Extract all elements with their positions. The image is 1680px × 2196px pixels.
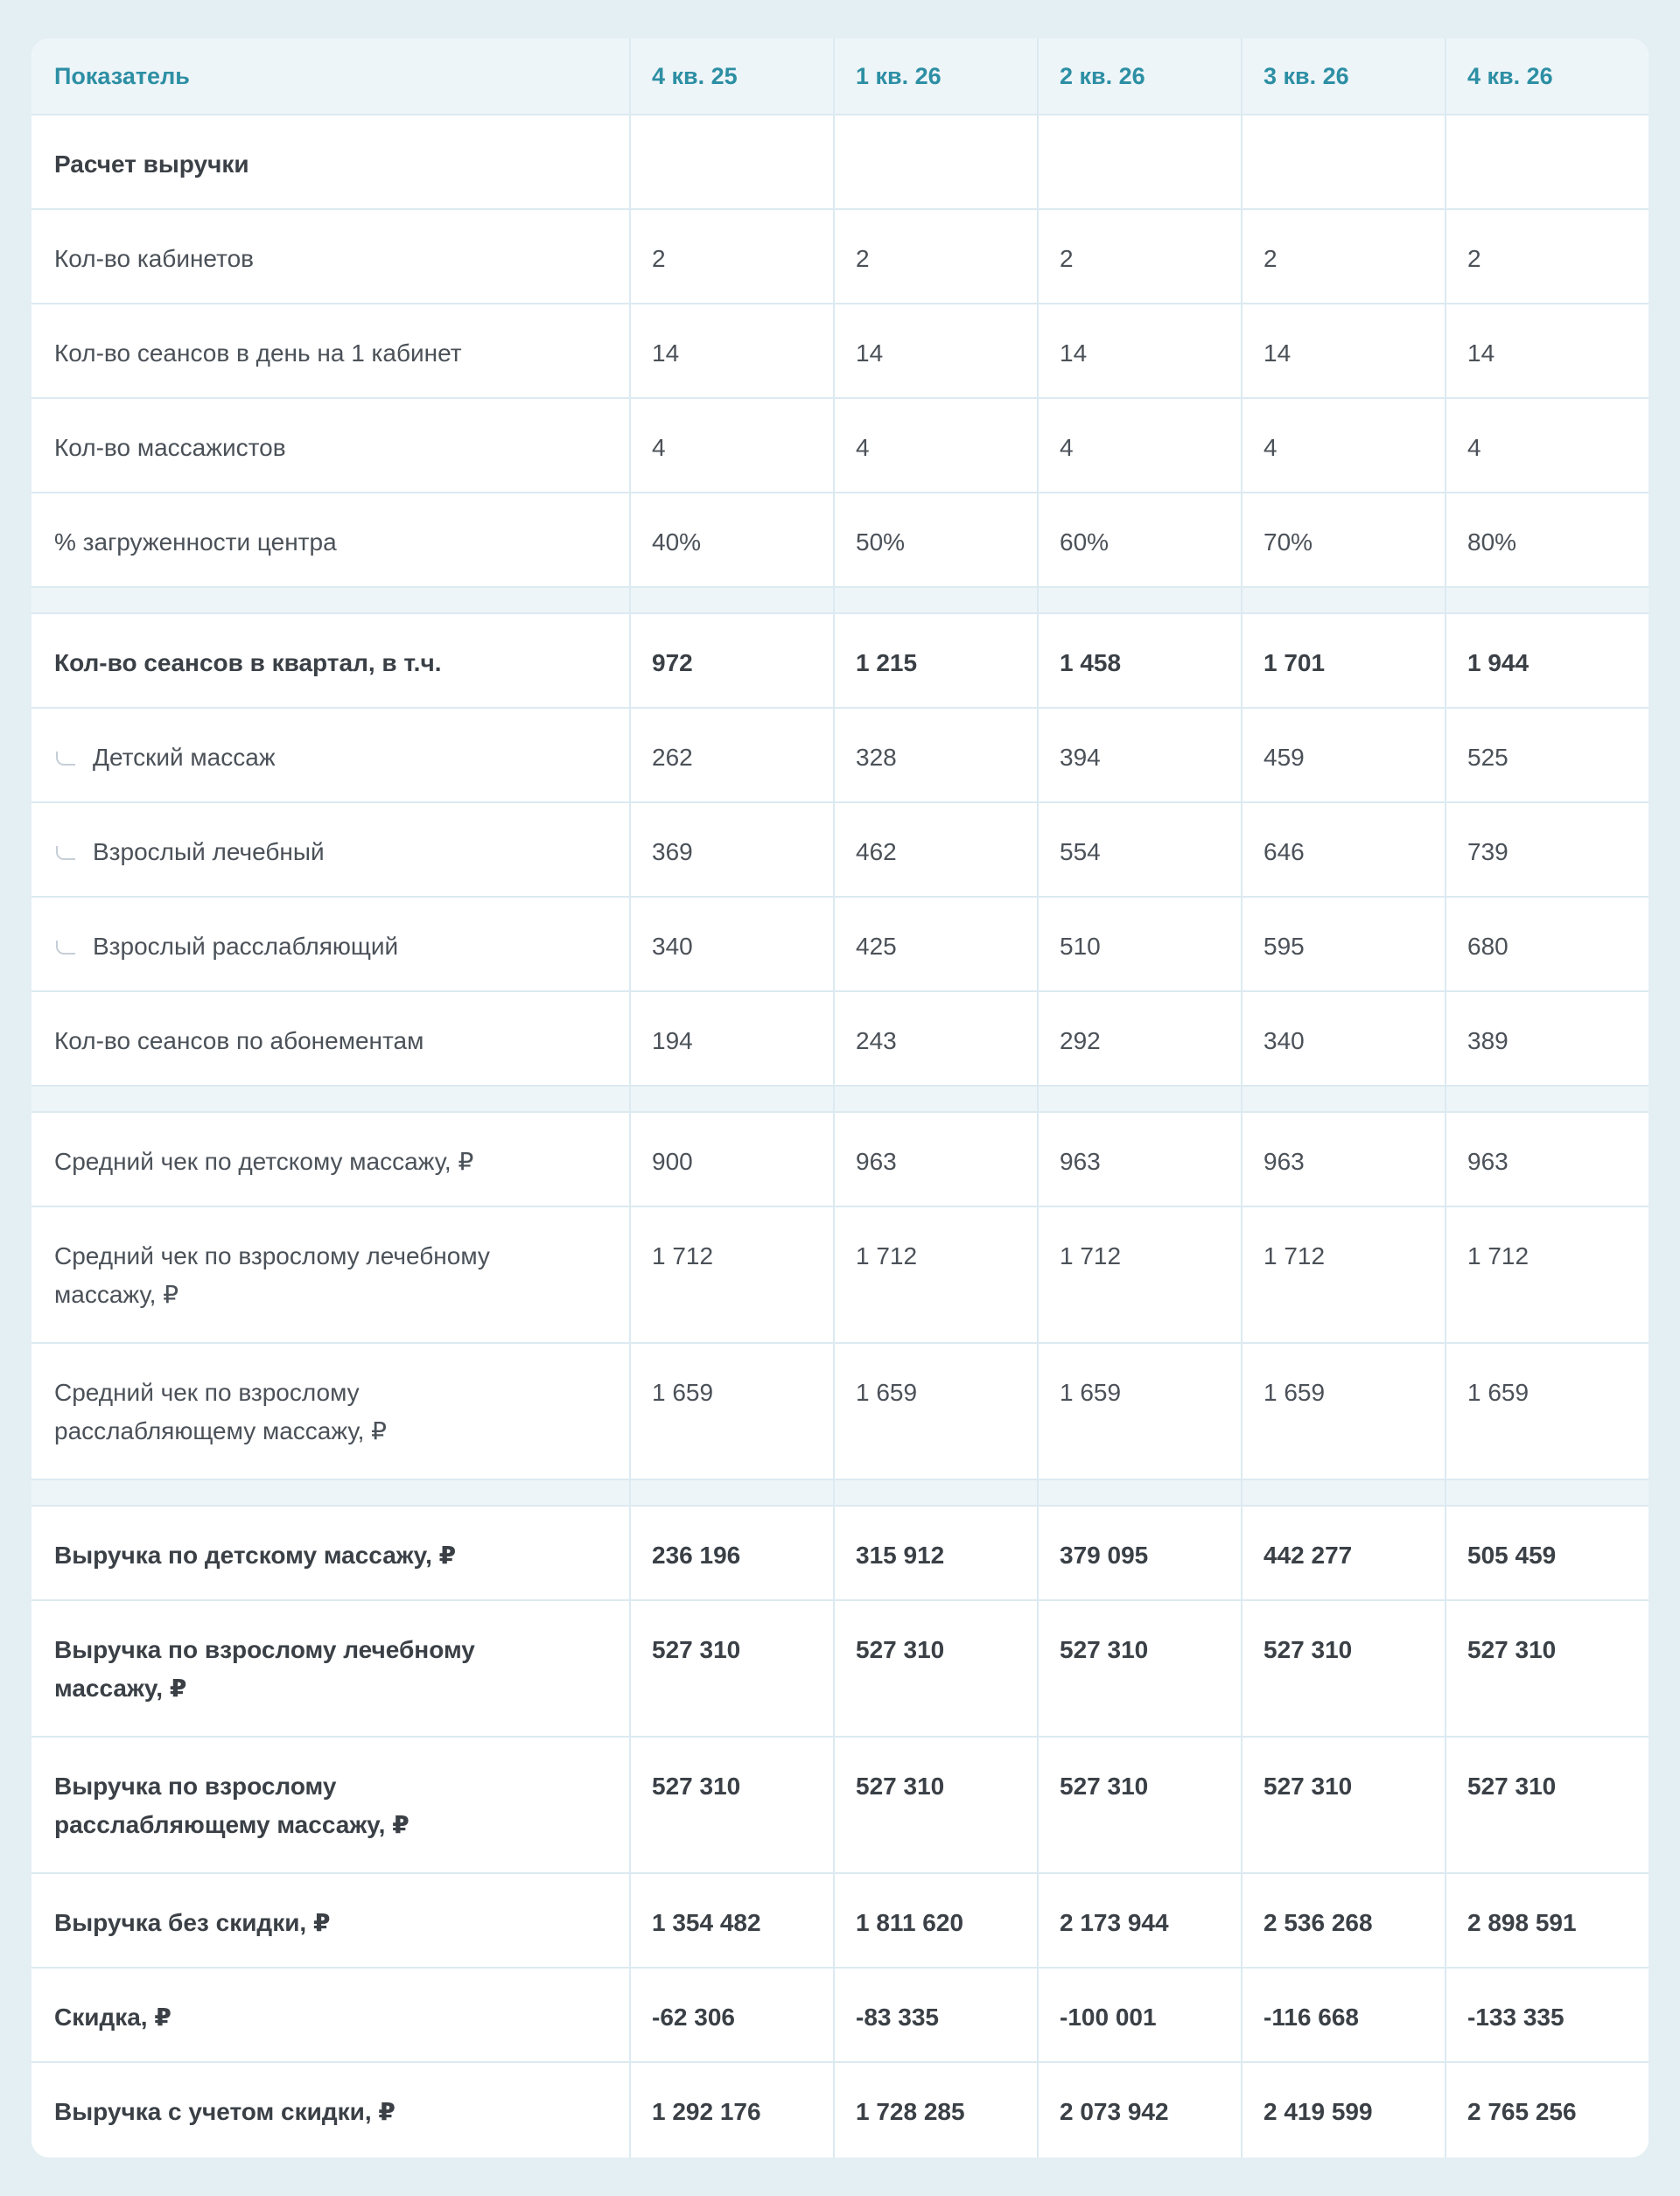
table-row bbox=[32, 1874, 1648, 1969]
row-label bbox=[32, 304, 629, 399]
value-cell: 315 912 bbox=[833, 1507, 1037, 1601]
row-label bbox=[32, 1113, 629, 1207]
spacer-cell bbox=[1445, 1087, 1648, 1113]
row-label-text: Взрослый расслабляющий bbox=[93, 933, 399, 960]
spacer-cell bbox=[32, 588, 629, 614]
spacer-cell bbox=[629, 1480, 833, 1507]
value-cell: 680 bbox=[1445, 898, 1648, 992]
value-cell: 80% bbox=[1445, 493, 1648, 588]
tree-corner-icon bbox=[56, 941, 75, 955]
value-cell: 527 310 bbox=[1241, 1601, 1445, 1738]
spacer-cell bbox=[1445, 1480, 1648, 1507]
table-row bbox=[32, 709, 1648, 803]
row-label-text: % загруженности центра bbox=[54, 528, 337, 556]
value-cell: 2 765 256 bbox=[1445, 2063, 1648, 2158]
value-cell: 900 bbox=[629, 1113, 833, 1207]
row-label-text: Выручка по взрослому лечебному массажу, ₽ bbox=[54, 1636, 475, 1702]
row-label-text: Кол-во массажистов bbox=[54, 434, 286, 461]
value-cell: 14 bbox=[1037, 304, 1241, 399]
value-cell: 4 bbox=[1445, 399, 1648, 493]
spacer-cell bbox=[833, 588, 1037, 614]
value-cell: 527 310 bbox=[1037, 1601, 1241, 1738]
value-cell: 1 458 bbox=[1037, 614, 1241, 709]
table-row bbox=[32, 898, 1648, 992]
row-label bbox=[32, 1738, 629, 1874]
row-label-text: Выручка с учетом скидки, ₽ bbox=[54, 2098, 396, 2125]
row-label bbox=[32, 2063, 629, 2158]
spacer-cell bbox=[1037, 1087, 1241, 1113]
row-label bbox=[32, 803, 629, 898]
value-cell: 292 bbox=[1037, 992, 1241, 1087]
spacer-cell bbox=[1445, 588, 1648, 614]
value-cell: 2 bbox=[1241, 210, 1445, 304]
value-cell: 527 310 bbox=[629, 1738, 833, 1874]
value-cell: 972 bbox=[629, 614, 833, 709]
value-cell: 50% bbox=[833, 493, 1037, 588]
column-header-metric-label: Показатель bbox=[54, 62, 190, 89]
row-label bbox=[32, 399, 629, 493]
row-label bbox=[32, 1874, 629, 1969]
table-row bbox=[32, 1207, 1648, 1344]
value-cell: 527 310 bbox=[1445, 1738, 1648, 1874]
spacer-cell bbox=[1037, 588, 1241, 614]
value-cell: 1 354 482 bbox=[629, 1874, 833, 1969]
value-cell: 527 310 bbox=[833, 1601, 1037, 1738]
value-cell: 1 659 bbox=[1037, 1344, 1241, 1480]
value-cell: 442 277 bbox=[1241, 1507, 1445, 1601]
row-label-text: Средний чек по взрослому расслабляющему массажу, ₽ bbox=[54, 1379, 387, 1444]
value-cell: 525 bbox=[1445, 709, 1648, 803]
value-cell: 739 bbox=[1445, 803, 1648, 898]
value-cell: 1 712 bbox=[1445, 1207, 1648, 1344]
table-row bbox=[32, 1344, 1648, 1480]
row-label bbox=[32, 898, 629, 992]
row-label bbox=[32, 1601, 629, 1738]
value-cell: 236 196 bbox=[629, 1507, 833, 1601]
value-cell: 2 bbox=[629, 210, 833, 304]
value-cell: 527 310 bbox=[1445, 1601, 1648, 1738]
table-row bbox=[32, 803, 1648, 898]
value-cell: 60% bbox=[1037, 493, 1241, 588]
value-cell: 328 bbox=[833, 709, 1037, 803]
value-cell: -83 335 bbox=[833, 1969, 1037, 2063]
value-cell: 2 419 599 bbox=[1241, 2063, 1445, 2158]
value-cell: 4 bbox=[1037, 399, 1241, 493]
value-cell: 527 310 bbox=[1241, 1738, 1445, 1874]
table-row bbox=[32, 399, 1648, 493]
value-cell: 1 659 bbox=[629, 1344, 833, 1480]
spacer-cell bbox=[1241, 1480, 1445, 1507]
value-cell: 1 659 bbox=[1241, 1344, 1445, 1480]
row-label bbox=[32, 1344, 629, 1480]
column-header-q1-26: 1 кв. 26 bbox=[833, 38, 1037, 115]
value-cell: 14 bbox=[1241, 304, 1445, 399]
column-header-q2-26: 2 кв. 26 bbox=[1037, 38, 1241, 115]
value-cell: 1 701 bbox=[1241, 614, 1445, 709]
spacer-row bbox=[32, 1087, 1648, 1113]
value-cell: 369 bbox=[629, 803, 833, 898]
value-cell: 4 bbox=[1241, 399, 1445, 493]
row-label-text: Скидка, ₽ bbox=[54, 2004, 172, 2031]
table-row bbox=[32, 2063, 1648, 2158]
value-cell: 554 bbox=[1037, 803, 1241, 898]
row-label bbox=[32, 1969, 629, 2063]
value-cell: 1 659 bbox=[833, 1344, 1037, 1480]
spacer-cell bbox=[32, 1087, 629, 1113]
row-label bbox=[32, 1507, 629, 1601]
column-header-q4-26: 4 кв. 26 bbox=[1445, 38, 1648, 115]
value-cell: -62 306 bbox=[629, 1969, 833, 2063]
value-cell: 2 bbox=[1445, 210, 1648, 304]
table-row bbox=[32, 1601, 1648, 1738]
column-header-metric bbox=[32, 38, 629, 115]
row-label-text: Кол-во сеансов в квартал, в т.ч. bbox=[54, 649, 442, 676]
table-row bbox=[32, 992, 1648, 1087]
value-cell: 340 bbox=[1241, 992, 1445, 1087]
value-cell: 527 310 bbox=[1037, 1738, 1241, 1874]
value-cell: 1 712 bbox=[1241, 1207, 1445, 1344]
spacer-cell bbox=[1241, 588, 1445, 614]
row-label bbox=[32, 1207, 629, 1344]
spacer-cell bbox=[629, 1087, 833, 1113]
row-label bbox=[32, 115, 629, 210]
value-cell: 70% bbox=[1241, 493, 1445, 588]
value-cell: -116 668 bbox=[1241, 1969, 1445, 2063]
tree-corner-icon bbox=[56, 752, 75, 766]
table-row bbox=[32, 493, 1648, 588]
value-cell: 2 bbox=[1037, 210, 1241, 304]
value-cell: 595 bbox=[1241, 898, 1445, 992]
table-body bbox=[32, 115, 1648, 2158]
row-label-text: Расчет выручки bbox=[54, 150, 249, 178]
spacer-row bbox=[32, 588, 1648, 614]
table-card bbox=[32, 38, 1648, 2158]
value-cell: 2 898 591 bbox=[1445, 1874, 1648, 1969]
value-cell: 14 bbox=[833, 304, 1037, 399]
value-cell: 2 536 268 bbox=[1241, 1874, 1445, 1969]
value-cell: 462 bbox=[833, 803, 1037, 898]
spacer-cell bbox=[833, 1480, 1037, 1507]
value-cell: 963 bbox=[1445, 1113, 1648, 1207]
value-cell: 4 bbox=[833, 399, 1037, 493]
value-cell: -100 001 bbox=[1037, 1969, 1241, 2063]
value-cell: 1 659 bbox=[1445, 1344, 1648, 1480]
table-row bbox=[32, 1969, 1648, 2063]
value-cell: 459 bbox=[1241, 709, 1445, 803]
value-cell: 2 073 942 bbox=[1037, 2063, 1241, 2158]
value-cell: 379 095 bbox=[1037, 1507, 1241, 1601]
value-cell: 963 bbox=[1241, 1113, 1445, 1207]
value-cell: 2 bbox=[833, 210, 1037, 304]
row-label-text: Средний чек по взрослому лечебному массажу, ₽ bbox=[54, 1242, 490, 1308]
value-cell: 505 459 bbox=[1445, 1507, 1648, 1601]
table-row bbox=[32, 1113, 1648, 1207]
row-label bbox=[32, 493, 629, 588]
metrics-table bbox=[32, 38, 1648, 2158]
value-cell: 1 728 285 bbox=[833, 2063, 1037, 2158]
row-label bbox=[32, 992, 629, 1087]
value-cell: 646 bbox=[1241, 803, 1445, 898]
value-cell: -133 335 bbox=[1445, 1969, 1648, 2063]
value-cell: 262 bbox=[629, 709, 833, 803]
value-cell bbox=[1037, 115, 1241, 210]
spacer-cell bbox=[833, 1087, 1037, 1113]
header-row bbox=[32, 38, 1648, 115]
spacer-row bbox=[32, 1480, 1648, 1507]
value-cell: 14 bbox=[1445, 304, 1648, 399]
row-label bbox=[32, 614, 629, 709]
value-cell: 40% bbox=[629, 493, 833, 588]
value-cell: 510 bbox=[1037, 898, 1241, 992]
value-cell: 1 712 bbox=[1037, 1207, 1241, 1344]
value-cell bbox=[1445, 115, 1648, 210]
value-cell: 340 bbox=[629, 898, 833, 992]
spacer-cell bbox=[1037, 1480, 1241, 1507]
value-cell: 1 215 bbox=[833, 614, 1037, 709]
value-cell: 425 bbox=[833, 898, 1037, 992]
row-label-text: Выручка по детскому массажу, ₽ bbox=[54, 1542, 457, 1569]
row-label-text: Детский массаж bbox=[93, 744, 276, 771]
row-label bbox=[32, 210, 629, 304]
column-header-q3-26: 3 кв. 26 bbox=[1241, 38, 1445, 115]
table-row bbox=[32, 115, 1648, 210]
row-label-text: Выручка по взрослому расслабляющему массажу, ₽ bbox=[54, 1773, 410, 1838]
value-cell bbox=[1241, 115, 1445, 210]
spacer-cell bbox=[32, 1480, 629, 1507]
row-label-text: Выручка без скидки, ₽ bbox=[54, 1909, 331, 1936]
value-cell: 194 bbox=[629, 992, 833, 1087]
value-cell: 14 bbox=[629, 304, 833, 399]
table-row bbox=[32, 1507, 1648, 1601]
table-row bbox=[32, 1738, 1648, 1874]
spacer-cell bbox=[629, 588, 833, 614]
spacer-cell bbox=[1241, 1087, 1445, 1113]
value-cell: 4 bbox=[629, 399, 833, 493]
value-cell: 527 310 bbox=[833, 1738, 1037, 1874]
row-label-text: Кол-во сеансов в день на 1 кабинет bbox=[54, 339, 462, 367]
row-label-text: Средний чек по детскому массажу, ₽ bbox=[54, 1148, 474, 1175]
value-cell: 2 173 944 bbox=[1037, 1874, 1241, 1969]
column-header-q4-25: 4 кв. 25 bbox=[629, 38, 833, 115]
value-cell bbox=[833, 115, 1037, 210]
value-cell: 1 712 bbox=[833, 1207, 1037, 1344]
value-cell: 394 bbox=[1037, 709, 1241, 803]
value-cell: 389 bbox=[1445, 992, 1648, 1087]
value-cell: 243 bbox=[833, 992, 1037, 1087]
value-cell: 1 292 176 bbox=[629, 2063, 833, 2158]
row-label-text: Взрослый лечебный bbox=[93, 838, 325, 865]
value-cell bbox=[629, 115, 833, 210]
table-row bbox=[32, 210, 1648, 304]
value-cell: 1 712 bbox=[629, 1207, 833, 1344]
value-cell: 1 811 620 bbox=[833, 1874, 1037, 1969]
row-label-text: Кол-во сеансов по абонементам bbox=[54, 1027, 424, 1054]
value-cell: 963 bbox=[1037, 1113, 1241, 1207]
value-cell: 963 bbox=[833, 1113, 1037, 1207]
tree-corner-icon bbox=[56, 846, 75, 860]
value-cell: 527 310 bbox=[629, 1601, 833, 1738]
row-label-text: Кол-во кабинетов bbox=[54, 245, 255, 272]
row-label bbox=[32, 709, 629, 803]
value-cell: 1 944 bbox=[1445, 614, 1648, 709]
table-row bbox=[32, 304, 1648, 399]
table-row bbox=[32, 614, 1648, 709]
